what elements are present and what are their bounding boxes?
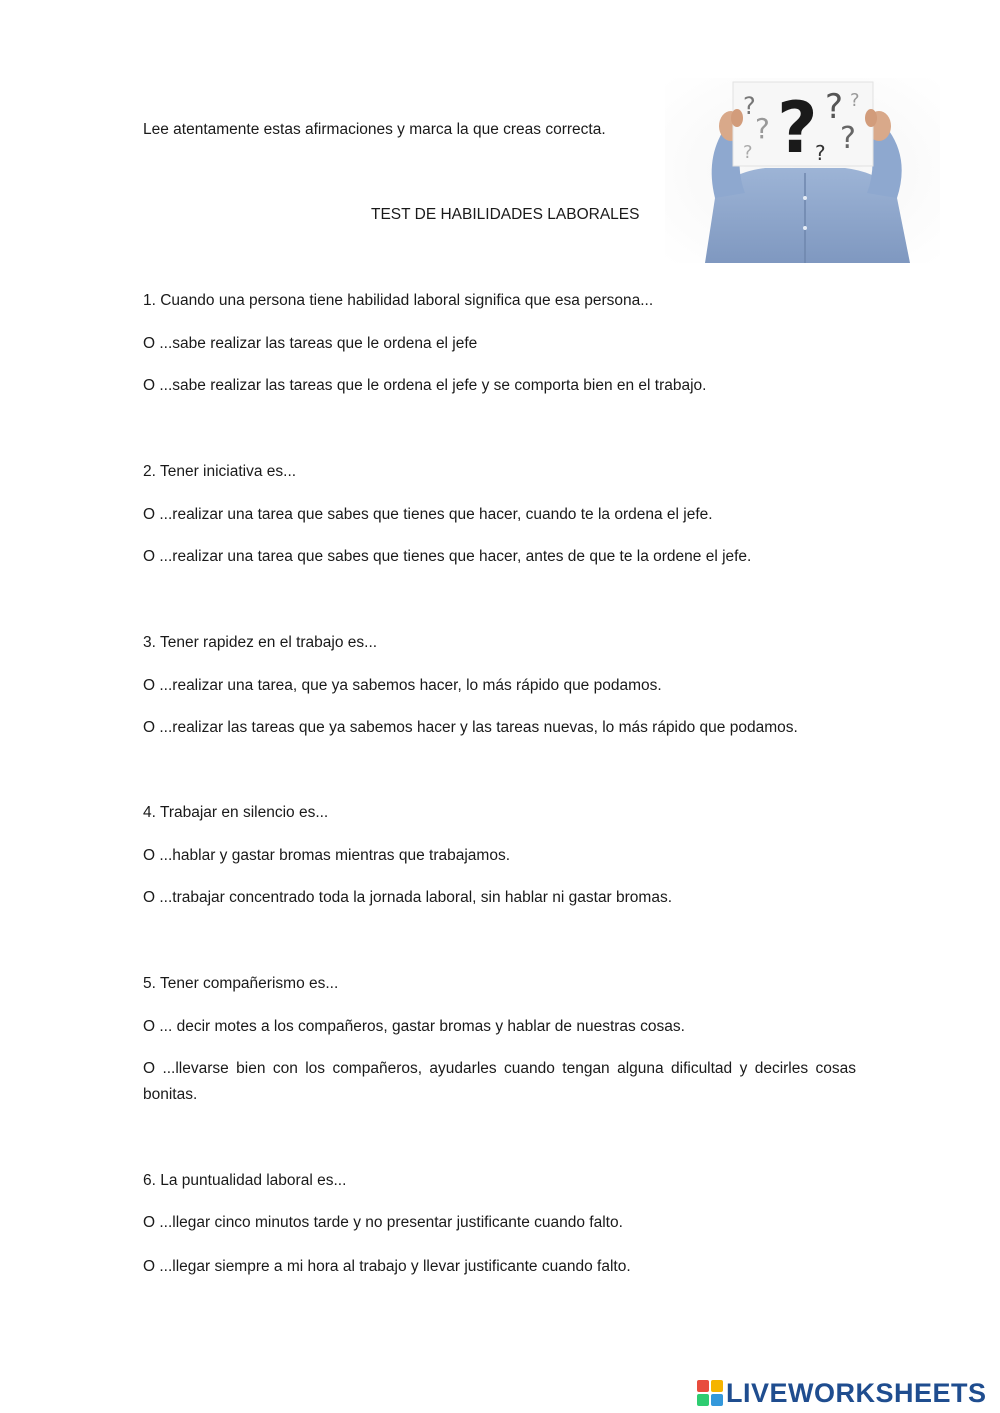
liveworksheets-logo bbox=[697, 1377, 987, 1409]
question-6-option-a[interactable]: O ...llegar cinco minutos tarde y no presentar justificante cuando falto. bbox=[143, 1214, 623, 1231]
page-title: TEST DE HABILIDADES LABORALES bbox=[371, 206, 640, 223]
instructions-text: Lee atentamente estas afirmaciones y marca la que creas correcta. bbox=[143, 121, 606, 138]
question-3-option-b[interactable]: O ...realizar las tareas que ya sabemos hacer y las tareas nuevas, lo más rápido que podamos. bbox=[143, 719, 798, 736]
question-1: 1. Cuando una persona tiene habilidad laboral significa que esa persona... bbox=[143, 292, 654, 309]
question-4: 4. Trabajar en silencio es... bbox=[143, 804, 329, 821]
question-2-option-a[interactable]: O ...realizar una tarea que sabes que tienes que hacer, cuando te la ordena el jefe. bbox=[143, 506, 713, 523]
question-5-option-a[interactable]: O ... decir motes a los compañeros, gastar bromas y hablar de nuestras cosas. bbox=[143, 1018, 685, 1035]
svg-text:?: ? bbox=[815, 141, 826, 165]
svg-text:?: ? bbox=[755, 112, 770, 145]
logo-mark-icon bbox=[697, 1380, 723, 1406]
question-4-option-b[interactable]: O ...trabajar concentrado toda la jornada laboral, sin hablar ni gastar bromas. bbox=[143, 889, 673, 906]
logo-text: LIVEWORKSHEETS bbox=[726, 1377, 987, 1408]
question-1-option-b[interactable]: O ...sabe realizar las tareas que le ordena el jefe y se comporta bien en el trabajo. bbox=[143, 377, 707, 394]
svg-text:?: ? bbox=[743, 142, 753, 163]
question-6: 6. La puntualidad laboral es... bbox=[143, 1172, 347, 1189]
question-5: 5. Tener compañerismo es... bbox=[143, 975, 339, 992]
svg-text:?: ? bbox=[850, 90, 860, 111]
question-5-option-b[interactable]: O ...llevarse bien con los compañeros, ayudarles cuando tengan alguna dificultad y decirles cosas bonitas. bbox=[143, 1060, 856, 1103]
svg-text:?: ? bbox=[743, 92, 756, 120]
svg-text:?: ? bbox=[825, 87, 844, 127]
question-2-option-b[interactable]: O ...realizar una tarea que sabes que tienes que hacer, antes de que te la ordene el jefe. bbox=[143, 548, 752, 565]
question-3-option-a[interactable]: O ...realizar una tarea, que ya sabemos hacer, lo más rápido que podamos. bbox=[143, 677, 662, 694]
question-3: 3. Tener rapidez en el trabajo es... bbox=[143, 634, 378, 651]
question-6-option-b[interactable]: O ...llegar siempre a mi hora al trabajo y llevar justificante cuando falto. bbox=[143, 1258, 631, 1275]
question-sign-person-icon bbox=[665, 78, 940, 263]
question-4-option-a[interactable]: O ...hablar y gastar bromas mientras que trabajamos. bbox=[143, 847, 510, 864]
question-2: 2. Tener iniciativa es... bbox=[143, 463, 297, 480]
svg-text:?: ? bbox=[840, 121, 856, 156]
svg-text:?: ? bbox=[777, 87, 818, 169]
question-1-option-a[interactable]: O ...sabe realizar las tareas que le ordena el jefe bbox=[143, 335, 478, 352]
